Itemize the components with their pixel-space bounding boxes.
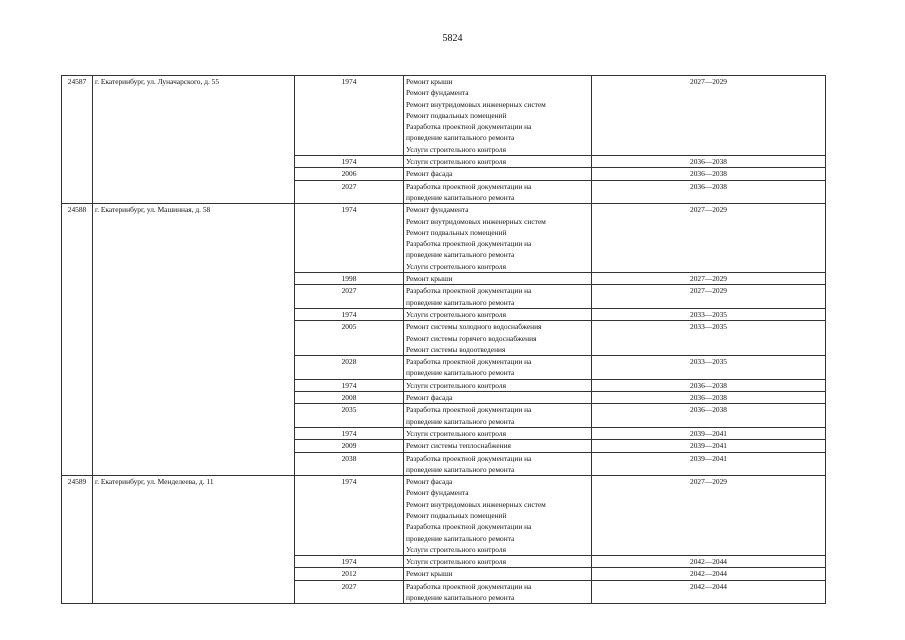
period-cell: 2036—2038 (592, 379, 826, 391)
work-item: Разработка проектной документации на (406, 522, 532, 532)
work-item: Ремонт системы горячего водоснабжения (406, 333, 537, 343)
work-item: Ремонт фасада (406, 477, 453, 487)
works-cell (404, 476, 592, 556)
work-item: Ремонт фасада (406, 169, 453, 179)
works-cell (404, 379, 592, 391)
year-cell: 2038 (295, 452, 404, 476)
table-row (62, 204, 826, 273)
year-cell: 2009 (295, 440, 404, 452)
work-item: Ремонт внутридомовых инженерных систем (406, 99, 546, 109)
table-row (62, 76, 826, 156)
table-row (62, 476, 826, 556)
works-cell (404, 356, 592, 380)
works-cell (404, 204, 592, 273)
work-item: Ремонт подвальных помещений (406, 110, 507, 120)
work-item: Услуги строительного контроля (406, 428, 506, 438)
works-cell (404, 556, 592, 568)
year-cell: 2027 (295, 180, 404, 204)
work-item: Ремонт системы водоотведения (406, 344, 506, 354)
period-cell: 2042—2044 (592, 568, 826, 580)
year-cell: 2028 (295, 356, 404, 380)
period-cell: 2042—2044 (592, 580, 826, 604)
works-cell (404, 180, 592, 204)
year-cell: 1974 (295, 308, 404, 320)
year-cell: 2005 (295, 321, 404, 356)
works-cell (404, 285, 592, 309)
works-cell (404, 427, 592, 439)
work-item: Ремонт внутридомовых инженерных систем (406, 216, 546, 226)
works-cell (404, 321, 592, 356)
work-item: проведение капитального ремонта (406, 133, 515, 143)
address-cell: г. Екатеринбург, ул. Машинная, д. 58 (93, 204, 295, 476)
year-cell: 1974 (295, 427, 404, 439)
works-cell (404, 580, 592, 604)
period-cell: 2033—2035 (592, 308, 826, 320)
object-id-cell: 24589 (62, 476, 93, 604)
work-item: Разработка проектной документации на (406, 453, 532, 463)
work-item: Ремонт подвальных помещений (406, 510, 507, 520)
period-cell: 2036—2038 (592, 180, 826, 204)
work-item: Ремонт крыши (406, 569, 453, 579)
year-cell: 1974 (295, 76, 404, 156)
page-number: 5824 (442, 33, 463, 44)
work-item: Разработка проектной документации на (406, 405, 532, 415)
capital-repair-table (61, 75, 826, 604)
period-cell: 2039—2041 (592, 427, 826, 439)
period-cell: 2036—2038 (592, 168, 826, 180)
period-cell: 2039—2041 (592, 440, 826, 452)
year-cell: 2027 (295, 580, 404, 604)
year-cell: 1974 (295, 476, 404, 556)
work-item: Разработка проектной документации на (406, 581, 532, 591)
work-item: Услуги строительного контроля (406, 544, 506, 554)
work-item: Ремонт крыши (406, 77, 453, 86)
year-cell: 1974 (295, 204, 404, 273)
period-cell: 2036—2038 (592, 156, 826, 168)
work-item: Разработка проектной документации на (406, 286, 532, 296)
work-item: Ремонт крыши (406, 274, 453, 284)
work-item: Разработка проектной документации на (406, 181, 532, 191)
object-id-cell: 24588 (62, 204, 93, 476)
work-item: Ремонт системы холодного водоснабжения (406, 322, 542, 332)
year-cell: 1974 (295, 379, 404, 391)
year-cell: 1998 (295, 273, 404, 285)
works-cell (404, 404, 592, 428)
period-cell: 2036—2038 (592, 404, 826, 428)
period-cell: 2036—2038 (592, 392, 826, 404)
work-item: Разработка проектной документации на (406, 357, 532, 367)
work-item: Ремонт внутридомовых инженерных систем (406, 499, 546, 509)
work-item: Ремонт фасада (406, 393, 453, 403)
work-item: Ремонт фундамента (406, 488, 469, 498)
period-cell: 2027—2029 (592, 76, 826, 156)
year-cell: 2035 (295, 404, 404, 428)
work-item: проведение капитального ремонта (406, 464, 515, 474)
work-item: проведение капитального ремонта (406, 593, 515, 603)
year-cell: 1974 (295, 156, 404, 168)
table-body (62, 76, 826, 604)
work-item: Услуги строительного контроля (406, 309, 506, 319)
period-cell: 2033—2035 (592, 356, 826, 380)
work-item: проведение капитального ремонта (406, 533, 515, 543)
work-item: проведение капитального ремонта (406, 192, 515, 202)
work-item: Ремонт системы теплоснабжения (406, 441, 511, 451)
address-cell: г. Екатеринбург, ул. Луначарского, д. 55 (93, 76, 295, 204)
works-cell (404, 76, 592, 156)
work-item: Услуги строительного контроля (406, 157, 506, 167)
works-cell (404, 392, 592, 404)
object-id-cell: 24587 (62, 76, 93, 204)
year-cell: 2006 (295, 168, 404, 180)
period-cell: 2039—2041 (592, 452, 826, 476)
work-item: Услуги строительного контроля (406, 261, 506, 271)
works-cell (404, 273, 592, 285)
works-cell (404, 452, 592, 476)
period-cell: 2042—2044 (592, 556, 826, 568)
works-cell (404, 440, 592, 452)
work-item: Услуги строительного контроля (406, 144, 506, 154)
work-item: Ремонт фундамента (406, 205, 469, 215)
work-item: Разработка проектной документации на (406, 239, 532, 249)
work-item: Ремонт подвальных помещений (406, 227, 507, 237)
work-item: Разработка проектной документации на (406, 122, 532, 132)
year-cell: 2008 (295, 392, 404, 404)
work-item: проведение капитального ремонта (406, 368, 515, 378)
work-item: проведение капитального ремонта (406, 416, 515, 426)
period-cell: 2027—2029 (592, 273, 826, 285)
works-cell (404, 168, 592, 180)
work-item: Ремонт фундамента (406, 88, 469, 98)
works-cell (404, 156, 592, 168)
period-cell: 2033—2035 (592, 321, 826, 356)
period-cell: 2027—2029 (592, 285, 826, 309)
work-item: проведение капитального ремонта (406, 297, 515, 307)
year-cell: 2012 (295, 568, 404, 580)
period-cell: 2027—2029 (592, 204, 826, 273)
works-cell (404, 308, 592, 320)
year-cell: 1974 (295, 556, 404, 568)
address-cell: г. Екатеринбург, ул. Менделеева, д. 11 (93, 476, 295, 604)
year-cell: 2027 (295, 285, 404, 309)
period-cell: 2027—2029 (592, 476, 826, 556)
work-item: Услуги строительного контроля (406, 557, 506, 567)
work-item: проведение капитального ремонта (406, 250, 515, 260)
works-cell (404, 568, 592, 580)
work-item: Услуги строительного контроля (406, 380, 506, 390)
